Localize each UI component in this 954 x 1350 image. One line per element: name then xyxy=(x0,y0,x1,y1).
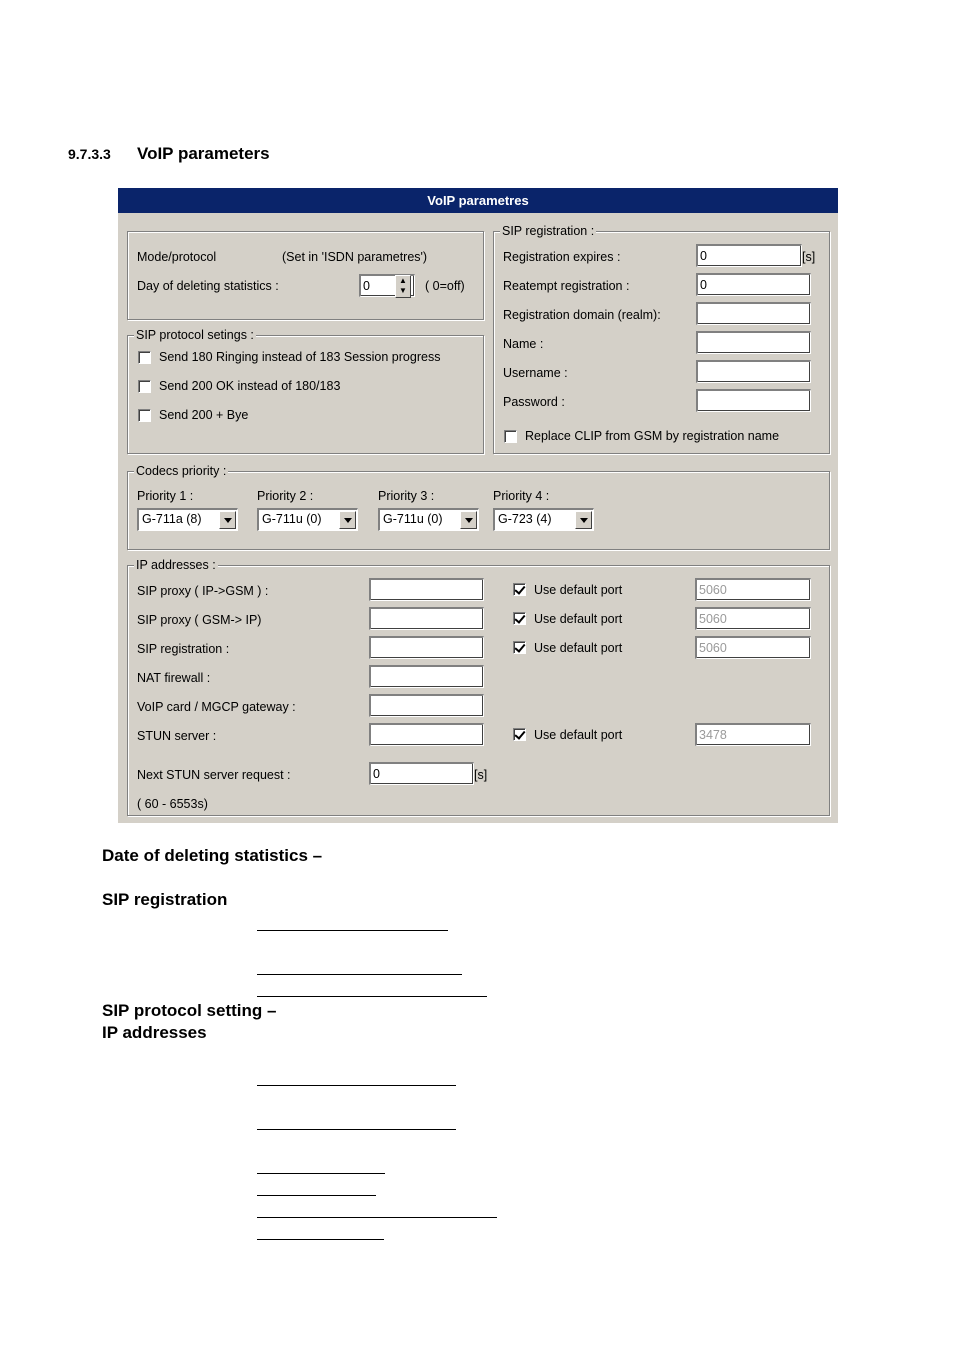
sip-protocol-setting-heading: SIP protocol setting – xyxy=(102,1001,277,1020)
sip-registration-address-value[interactable] xyxy=(373,638,483,658)
next-stun-request-value[interactable] xyxy=(373,764,473,784)
registration-expires-value[interactable] xyxy=(700,246,801,266)
spin-down-icon[interactable]: ▼ xyxy=(399,286,407,295)
mode-protocol-label: Mode/protocol xyxy=(137,250,217,264)
sip-registration-default-port-checkbox[interactable] xyxy=(513,641,526,654)
next-stun-request-input[interactable] xyxy=(369,762,474,785)
send-200-ok-checkbox[interactable] xyxy=(138,380,151,393)
underline-link xyxy=(257,1239,384,1240)
replace-clip-label: Replace CLIP from GSM by registration name xyxy=(525,429,780,443)
sip-proxy-ip-gsm-port-value[interactable] xyxy=(699,580,810,600)
sip-registration-heading: SIP registration xyxy=(102,890,228,909)
voip-parameters-dialog xyxy=(118,188,838,823)
day-hint: ( 0=off) xyxy=(425,279,465,293)
send-200-bye-label: Send 200 + Bye xyxy=(159,408,249,422)
next-stun-request-label: Next STUN server request : xyxy=(137,768,291,782)
day-of-deleting-statistics-label: Day of deleting statistics : xyxy=(137,279,279,293)
stun-server-label: STUN server : xyxy=(137,729,217,743)
sip-proxy-ip-gsm-input[interactable] xyxy=(369,578,484,601)
name-label: Name : xyxy=(503,337,544,351)
registration-domain-input[interactable] xyxy=(696,302,811,325)
password-input[interactable] xyxy=(696,389,811,412)
nat-firewall-value[interactable] xyxy=(373,667,483,687)
stun-server-value[interactable] xyxy=(373,725,483,745)
sip-proxy-gsm-ip-port-input[interactable] xyxy=(695,607,811,630)
priority-3-label: Priority 3 : xyxy=(378,489,435,503)
username-input[interactable] xyxy=(696,360,811,383)
sip-registration-port-value[interactable] xyxy=(699,638,810,658)
underline-link xyxy=(257,974,462,975)
sip-proxy-gsm-ip-label: SIP proxy ( GSM-> IP) xyxy=(137,613,262,627)
next-stun-request-range: ( 60 - 6553s) xyxy=(137,797,208,811)
dropdown-arrow-icon[interactable] xyxy=(219,511,236,529)
underline-link xyxy=(257,996,487,997)
reattempt-registration-label: Reatempt registration : xyxy=(503,279,630,293)
send-200-ok-label: Send 200 OK instead of 180/183 xyxy=(159,379,341,393)
stun-server-port-value[interactable] xyxy=(699,725,810,745)
day-spinner[interactable] xyxy=(395,275,411,298)
ip-addresses-title: IP addresses : xyxy=(136,558,216,572)
codecs-priority-title: Codecs priority : xyxy=(136,464,227,478)
sip-protocol-group xyxy=(127,328,484,454)
password-label: Password : xyxy=(503,395,565,409)
dropdown-arrow-icon[interactable] xyxy=(339,511,356,529)
sip-proxy-gsm-ip-port-value[interactable] xyxy=(699,609,810,629)
use-default-port-label: Use default port xyxy=(534,612,623,626)
sip-proxy-gsm-ip-default-port-checkbox[interactable] xyxy=(513,612,526,625)
use-default-port-label: Use default port xyxy=(534,583,623,597)
sip-registration-title: SIP registration : xyxy=(502,224,595,238)
username-label: Username : xyxy=(503,366,568,380)
sip-registration-address-label: SIP registration : xyxy=(137,642,230,656)
dropdown-arrow-icon[interactable] xyxy=(575,511,592,529)
dropdown-arrow-icon[interactable] xyxy=(460,511,477,529)
send-180-ringing-checkbox[interactable] xyxy=(138,351,151,364)
priority-4-value: G-723 (4) xyxy=(498,512,552,526)
send-200-bye-checkbox[interactable] xyxy=(138,409,151,422)
next-stun-request-unit: [s] xyxy=(474,768,488,782)
stun-server-input[interactable] xyxy=(369,723,484,746)
registration-expires-label: Registration expires : xyxy=(503,250,621,264)
date-of-deleting-statistics-heading: Date of deleting statistics – xyxy=(102,846,323,865)
use-default-port-label: Use default port xyxy=(534,728,623,742)
priority-4-label: Priority 4 : xyxy=(493,489,550,503)
voip-card-mgcp-gateway-label: VoIP card / MGCP gateway : xyxy=(137,700,296,714)
sip-registration-group xyxy=(493,224,830,454)
sip-proxy-ip-gsm-value[interactable] xyxy=(373,580,483,600)
voip-card-mgcp-gateway-value[interactable] xyxy=(373,696,483,716)
username-value[interactable] xyxy=(700,362,810,382)
name-value[interactable] xyxy=(700,333,810,353)
registration-expires-unit: [s] xyxy=(802,250,816,264)
underline-link xyxy=(257,1129,456,1130)
sip-registration-address-input[interactable] xyxy=(369,636,484,659)
registration-domain-label: Registration domain (realm): xyxy=(503,308,661,322)
sip-registration-port-input[interactable] xyxy=(695,636,811,659)
password-value[interactable] xyxy=(700,391,810,411)
section-heading xyxy=(68,144,270,164)
ip-addresses-group xyxy=(127,558,830,816)
voip-card-mgcp-gateway-input[interactable] xyxy=(369,694,484,717)
priority-2-value: G-711u (0) xyxy=(262,512,322,526)
priority-1-value: G-711a (8) xyxy=(142,512,202,526)
sip-proxy-gsm-ip-input[interactable] xyxy=(369,607,484,630)
underline-link xyxy=(257,1173,385,1174)
underline-link xyxy=(257,930,448,931)
sip-proxy-ip-gsm-default-port-checkbox[interactable] xyxy=(513,583,526,596)
nat-firewall-input[interactable] xyxy=(369,665,484,688)
general-group xyxy=(127,231,484,320)
priority-2-select[interactable] xyxy=(257,508,358,531)
underline-link xyxy=(257,1195,376,1196)
section-title: VoIP parameters xyxy=(137,144,270,163)
sip-protocol-title: SIP protocol setings : xyxy=(136,328,254,342)
spin-up-icon[interactable]: ▲ xyxy=(399,276,407,285)
dialog-title: VoIP parametres xyxy=(118,188,838,213)
sip-proxy-ip-gsm-port-input[interactable] xyxy=(695,578,811,601)
priority-1-label: Priority 1 : xyxy=(137,489,194,503)
registration-expires-input[interactable] xyxy=(696,244,802,267)
stun-server-default-port-checkbox[interactable] xyxy=(513,728,526,741)
underline-link xyxy=(257,1085,456,1086)
ip-addresses-heading: IP addresses xyxy=(102,1023,207,1042)
replace-clip-checkbox[interactable] xyxy=(504,430,517,443)
codecs-priority-group xyxy=(127,464,830,550)
send-180-ringing-label: Send 180 Ringing instead of 183 Session progress xyxy=(159,350,441,364)
sip-proxy-ip-gsm-label: SIP proxy ( IP->GSM ) : xyxy=(137,584,269,598)
stun-server-port-input[interactable] xyxy=(695,723,811,746)
reattempt-registration-input[interactable] xyxy=(696,273,811,296)
reattempt-registration-value[interactable] xyxy=(700,275,810,295)
priority-1-select[interactable] xyxy=(137,508,238,531)
priority-3-select[interactable] xyxy=(378,508,479,531)
section-number: 9.7.3.3 xyxy=(68,146,111,162)
priority-4-select[interactable] xyxy=(493,508,594,531)
mode-protocol-value: (Set in 'ISDN parametres') xyxy=(282,250,428,264)
priority-2-label: Priority 2 : xyxy=(257,489,314,503)
sip-proxy-gsm-ip-value[interactable] xyxy=(373,609,483,629)
underline-link xyxy=(257,1217,497,1218)
priority-3-value: G-711u (0) xyxy=(383,512,443,526)
name-input[interactable] xyxy=(696,331,811,354)
registration-domain-value[interactable] xyxy=(700,304,810,324)
nat-firewall-label: NAT firewall : xyxy=(137,671,211,685)
use-default-port-label: Use default port xyxy=(534,641,623,655)
